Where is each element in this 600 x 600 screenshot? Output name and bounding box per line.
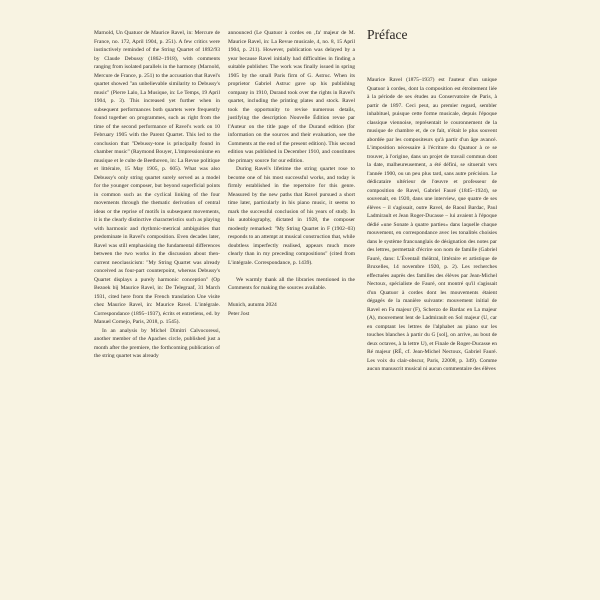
paragraph: In an analysis by Michel Dimitri Calvocoressi, another member of the Apaches circle, published just a month after the premiere, the forthcoming publication of the string quartet was already xyxy=(94,327,220,359)
paragraph: During Ravel's lifetime the string quartet rose to become one of his most successful works, and today is firmly established in the repertoire for this genre. Measured by the new paths that Ravel pursued a short time later, particularly in his piano music, it seems to mark the successful conclusion of his years of study. In his autobiography, dictated in 1928, the composer modestly remarked: "My String Quartet in F (1902–03) responds to an attempt at musical construction that, while doubtless imperfectly realised, appears much more clearly than in my preceding compositions" (cited from L'intégrale. Correspondance, p. 1439). xyxy=(228,166,355,266)
text-column-left xyxy=(94,29,220,361)
paragraph: Maurice Ravel (1875–1937) est l'auteur d'un unique Quatuor à cordes, dont la composition est étroitement liée à la période de ses études au Conservatoire de Paris, à partir de 1897. Ceci peut, au premier regard, sembler inhabituel, puisque cette forme musicale, depuis l'époque classique viennoise, représentait le couronnement de la musique de chambre et, de ce fait, n'était le plus souvent abordée par les compositeurs qu'à partir d'un âge avancé. L'imposition nécessaire à l'écriture du Quatuor à ce se trouver, à l'origine, dans un projet de travail commun dont la date, malheureusement, a été défini, se situerait vers l'année 1900, ou un peu plus tard, sans autre précision. Le dédicataire ultérieur de l'œuvre et professeur de composition de Ravel, Gabriel Fauré (1845–1924), se souvenait, en 1920, dans une interview, que quatre de ses élèves – il s'agissait, outre Ravel, de Raoul Bardac, Paul Ladmirault et Jean Roger-Ducasse – lui avaient à l'époque dédié »une Sonate à quatre parties« dans laquelle chaque mouvement, en correspondance avec les tonalités choisies dans le système francoanglais de désignation des notes par des lettres, permettait d'écrire son nom de famille (Gabriel Fauré, dans: L'Éventail théâtral, littéraire et artistique de Bruxelles, 14 novembre 1920, p. 2). Les recherches effectuées auprès des familles des élèves par Jean-Michel Nectoux, spécialiste de Fauré, ont montré qu'il s'agissait d'un Quatuor à cordes dont les mouvements étaient dégagés de la manière suivante: mouvement initial de Ravel en Fa majeur (F), Scherzo de Bardac en La majeur (A), mouvement lent de Ladmirault en Sol majeur (U, car en comptant les lettres de l'alphabet au piano sur les touches blanches à partir du G [sol], on arrive, au bout de deux octaves, à la lettre U), et Finale de Roger-Ducasse en Ré majeur (RÉ, cf. Jean-Michel Nectoux, Gabriel Fauré. Les voix du clair-obscur, Paris, 22008, p. 349). Comme aucun manuscrit musical ni aucun commentaire des élèves xyxy=(367,77,497,372)
text-column-right xyxy=(367,76,497,374)
section-heading: Préface xyxy=(367,27,408,42)
acknowledgement: We warmly thank all the libraries mentioned in the Comments for making the sources available. xyxy=(228,276,355,291)
author-signature: Peter Jost xyxy=(228,310,250,317)
text-column-middle xyxy=(228,29,355,318)
paragraph: announced (Le Quatuor à cordes en ‚fa' majeur de M. Maurice Ravel, in: La Revue musicale, 4, no. 8, 15 April 1904, p. 211). However, publication was delayed by a year because Ravel initially had difficulties in finding a suitable publisher. The work was finally issued in spring 1905 by the small Paris firm of G. Astruc. When its proprietor Gabriel Astruc gave up his publishing company in 1910, Durand took over the rights in Ravel's quartet, including the printing plates and stock. Ravel took the opportunity to revise numerous details, justifying the description Nouvelle Édition revue par l'Auteur on the title page of the Durand edition (for information on the sources and their evaluation, see the Comments at the end of the present edition). This second edition was published in December 1910, and constitutes the primary source for our edition. xyxy=(228,30,355,164)
paragraph: Marnold, Un Quatuor de Maurice Ravel, in: Mercure de France, no. 172, April 1904, p. 251). A few critics were instinctively reminded of the String Quartet of 1892/93 by Claude Debussy (1862–1918), with comments ranging from isolated parallels in the harmony (Marnold, Mercure de France, p. 251) to the accusation that Ravel's quartet showed "an unbelievable similarity to Debussy's music" (Pierre Lalo, La Musique, in: Le Temps, 19 April 1904, p. 3). This increased yet further when in subsequent performances both quartets were frequently found together on programmes, such as right from the time of the second performance of Ravel's work on 10 February 1905 with the Parent Quartet. This led to the conclusion that "Debussy-tone is principally found in chamber music" (Raymond Bouyer, L'impressionisme en musique et le culte de Beethoven, in: La Revue politique et littéraire, 15 May 1905, p. 605). What was also Debussy's only string quartet surely served as a model for the younger composer, but beyond superficial points in common such as the cyclical linking of the four movements through the thematic derivation of central ideas or the reprise of motifs in subsequent movements, it is the clearly distinctive characteristics such as playing with harmonic and rhythmic-metrical ambiguities that predominate in Ravel's composition. Even decades later, Ravel was still emphasising the fundamental differences between the two works in the discussion about then-current neoclassicism: "My String Quartet was already conceived as four-part counterpoint, whereas Debussy's Quartet displays a purely harmonic conception" (Op Bezoek bij Maurice Ravel, in: De Telegraaf, 31 March 1931, cited here from the French translation Une visite chez Maurice Ravel, in: Maurice Ravel. L'intégrale. Correspondance (1895–1937), écrits et entretiens, ed. by Manuel Cornejo, Paris, 2018, p. 1545). xyxy=(94,30,220,325)
place-date: Munich, autumn 2024 xyxy=(228,302,277,308)
